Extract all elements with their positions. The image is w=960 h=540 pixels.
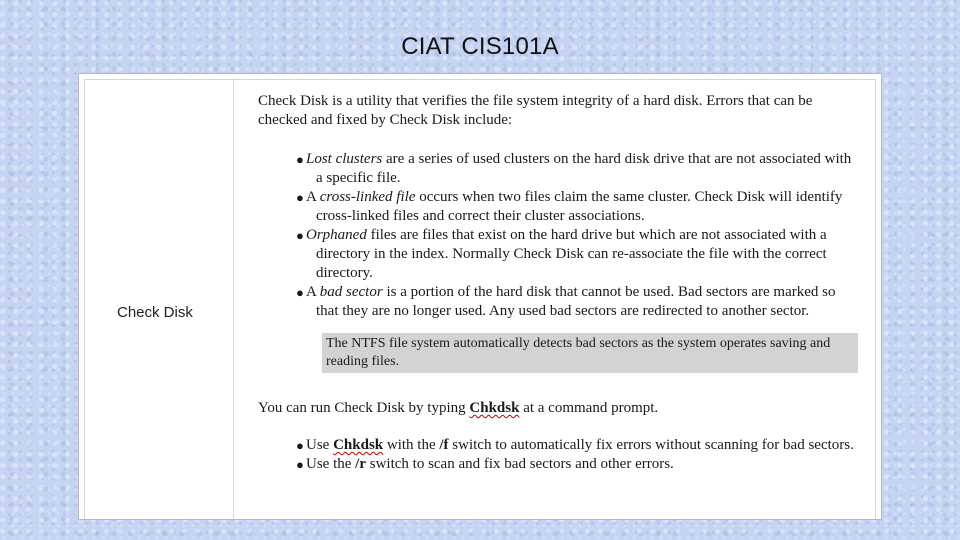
term: Orphaned bbox=[306, 227, 367, 243]
bullet-icon: ● bbox=[296, 228, 304, 243]
list-item: ● A bad sector is a portion of the hard disk that cannot be used. Bad sectors are marked so that they are no longer used. Any used bad sectors are redirected to another sector. bbox=[296, 284, 836, 319]
term: Lost clusters bbox=[306, 151, 383, 167]
list-item: ● A cross-linked file occurs when two files claim the same cluster. Check Disk will identify cross-linked files and correct their cluster associations. bbox=[296, 189, 843, 224]
term: bad sector bbox=[319, 284, 383, 300]
intro-paragraph: Check Disk is a utility that verifies the file system integrity of a hard disk. Errors that can be checked and fixed by Check Disk include: bbox=[258, 93, 813, 128]
list-item: ● Use Chkdsk with the /f switch to automatically fix errors without scanning for bad sectors. bbox=[296, 437, 854, 453]
bullet-icon: ● bbox=[296, 285, 304, 300]
column-divider bbox=[233, 79, 234, 519]
bullet-icon: ● bbox=[296, 152, 304, 167]
ntfs-note: The NTFS file system automatically detects bad sectors as the system operates saving and reading files. bbox=[322, 333, 858, 373]
term: cross-linked file bbox=[319, 189, 416, 205]
bullet-icon: ● bbox=[296, 190, 304, 205]
list-item: ● Orphaned files are files that exist on the hard drive but which are not associated with a directory in the index. Normally Check Disk can re-associate the file with the correct directory. bbox=[296, 227, 827, 281]
content-cell bbox=[258, 92, 858, 474]
error-types-list bbox=[258, 150, 858, 321]
switch-name: /r bbox=[355, 456, 366, 472]
run-instruction: You can run Check Disk by typing Chkdsk at a command prompt. bbox=[258, 400, 659, 416]
document-table bbox=[78, 73, 882, 520]
switches-list bbox=[258, 436, 858, 474]
command-name: Chkdsk bbox=[469, 400, 520, 416]
switch-name: /f bbox=[439, 437, 449, 453]
bullet-icon: ● bbox=[296, 438, 304, 453]
list-item: ● Lost clusters are a series of used clusters on the hard disk drive that are not associated with a specific file. bbox=[296, 151, 852, 186]
list-item: ● Use the /r switch to scan and fix bad sectors and other errors. bbox=[296, 456, 674, 472]
bullet-icon: ● bbox=[296, 457, 304, 472]
slide-title: CIAT CIS101A bbox=[401, 33, 559, 60]
row-label: Check Disk bbox=[117, 304, 193, 321]
command-name: Chkdsk bbox=[333, 437, 384, 453]
